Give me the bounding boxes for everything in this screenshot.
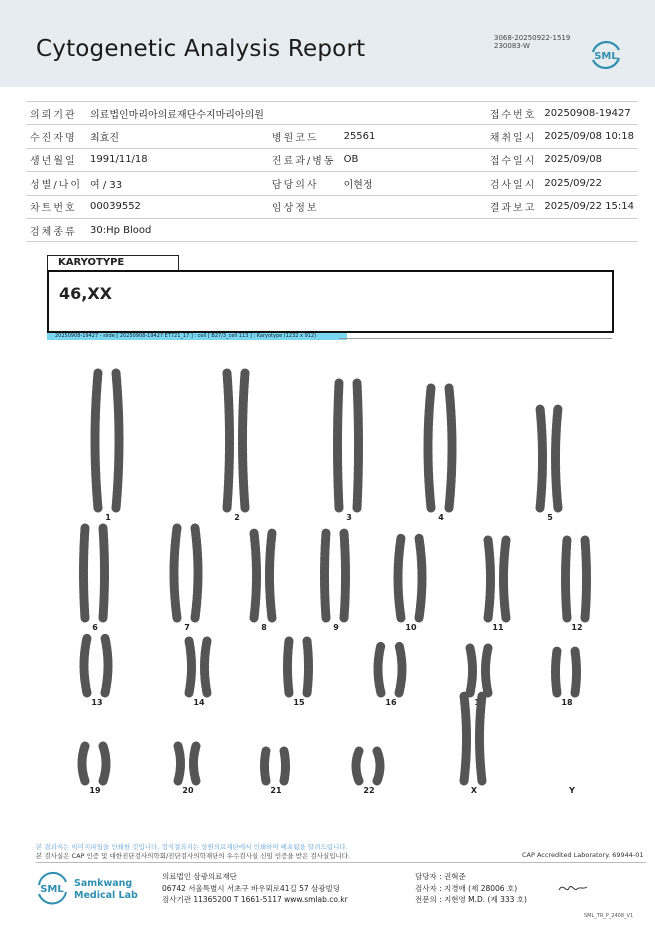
- info-row: [26, 102, 638, 125]
- chromosome-pair: [398, 538, 422, 618]
- chromosome-pair: [338, 383, 359, 508]
- print-notice: 본 결과지는 이미지파일을 인쇄한 것입니다. 정식결과지는 상원의료재단에서 인쇄하여 배포됨을 알려드립니다.: [36, 843, 348, 851]
- chromatid: [82, 746, 85, 781]
- receipt-number: 20250908-19427: [540, 102, 638, 125]
- slide-info-bar: 20250908-19427 - slide [ 20250908-19427 ET721_17 ] : cell [ B27/3_cell 113 ] : Karyotype (1232 x 912): [47, 333, 347, 340]
- info-label: 성별/나이: [26, 172, 86, 195]
- chromosome-label: 9: [333, 623, 339, 632]
- collection-datetime: 2025/09/08 10:18: [540, 125, 638, 148]
- receipt-datetime: 2025/09/08: [540, 148, 638, 171]
- chromosome-label: X: [470, 786, 478, 795]
- karyotype-label: KARYOTYPE: [47, 255, 179, 270]
- organization-info: [162, 871, 348, 906]
- chromosome-pair: [566, 540, 587, 618]
- chromatid: [178, 746, 181, 781]
- info-label: 수진자명: [26, 125, 86, 148]
- physician: 이현정: [340, 172, 486, 195]
- chromosome-pair: [464, 696, 482, 781]
- chromatid: [338, 383, 340, 508]
- chromatid: [103, 746, 106, 781]
- signature-icon: [557, 880, 589, 896]
- chromatid: [174, 528, 177, 618]
- info-label: 담당의사: [268, 172, 340, 195]
- chromosome-pair: [325, 533, 346, 618]
- chart-number: 00039552: [86, 195, 268, 218]
- chromatid: [488, 540, 491, 618]
- info-label: 검사일시: [486, 172, 541, 195]
- chromatid: [357, 383, 359, 508]
- chromosome-label: 6: [92, 623, 98, 632]
- chromatid: [205, 641, 208, 693]
- chromatid: [103, 528, 105, 618]
- info-value: [340, 102, 486, 125]
- info-label: 접수번호: [486, 102, 541, 125]
- chromosome-pair: [540, 408, 558, 508]
- chromatid: [556, 408, 559, 508]
- chromosome-label: 1: [105, 513, 111, 522]
- chromatid: [464, 696, 467, 781]
- info-label: 결과보고: [486, 195, 541, 218]
- chromatid: [116, 373, 119, 508]
- patient-info-table: [26, 101, 638, 242]
- chromosome-pair: [254, 533, 272, 618]
- sml-logo-icon: [589, 38, 623, 72]
- chromosome-label: 20: [182, 786, 194, 795]
- chromosome-pair: [84, 528, 105, 618]
- chromatid: [227, 373, 230, 508]
- chromosome-pair: [95, 373, 119, 508]
- samkwang-logo-sml: SML: [40, 884, 64, 895]
- sex-age: 여 / 33: [86, 172, 268, 195]
- organization-contact: 검사기관 11365200 T 1661-5117 www.smlab.co.kr: [162, 895, 348, 904]
- chromatid: [284, 751, 286, 781]
- staff-specialist: 전문의 : 지현영 M.D. (제 333 호): [415, 895, 527, 904]
- department: OB: [340, 148, 486, 171]
- info-row: [26, 172, 638, 195]
- chromosome-label: 22: [363, 786, 375, 795]
- chromosome-label: 8: [261, 623, 267, 632]
- chromatid: [270, 533, 273, 618]
- requesting-institution: 의료법인마리아의료재단수지마리아의원: [86, 102, 268, 125]
- report-header: [0, 0, 655, 87]
- chromatid: [325, 533, 327, 618]
- chromatid: [307, 641, 309, 693]
- chromosome-label: 4: [438, 513, 444, 522]
- chromosome-label: 3: [346, 513, 352, 522]
- patient-name: 최효진: [86, 125, 268, 148]
- info-row: [26, 148, 638, 171]
- chromatid: [95, 373, 98, 508]
- form-code: SML_TR_P_2408_V1: [584, 913, 634, 919]
- chromosome-label: 12: [571, 623, 583, 632]
- chromatid: [470, 648, 473, 693]
- hospital-code: 25561: [340, 125, 486, 148]
- organization-address: 06742 서울특별시 서초구 바우뫼로41길 57 삼광빌딩: [162, 883, 341, 893]
- samkwang-logo-icon: [36, 870, 146, 906]
- chromatid: [195, 528, 198, 618]
- chromatid: [243, 373, 246, 508]
- birth-date: 1991/11/18: [86, 148, 268, 171]
- chromosome-pair: [174, 528, 198, 618]
- chromatid: [566, 540, 568, 618]
- chromatid: [540, 408, 543, 508]
- info-label: 의뢰기관: [26, 102, 86, 125]
- chromatid: [556, 651, 558, 693]
- chromosome-pair: [428, 388, 452, 508]
- chromatid: [480, 696, 483, 781]
- chromatid: [575, 651, 577, 693]
- info-label: [268, 102, 340, 125]
- chromatid: [585, 540, 587, 618]
- chromatid: [84, 528, 86, 618]
- organization-name: 의료법인 삼광의료재단: [162, 872, 237, 881]
- chromosome-pair: [470, 648, 488, 693]
- document-id-line-2: 230083-W: [494, 42, 530, 50]
- info-label: 검체종류: [26, 218, 86, 241]
- chromosome-label: 14: [193, 698, 205, 707]
- chromatid: [486, 648, 489, 693]
- chromosome-label: 11: [492, 623, 504, 632]
- chromatid: [84, 638, 87, 693]
- chromosome-label: Y: [569, 786, 575, 795]
- chromatid: [265, 751, 267, 781]
- specimen-type: 30:Hp Blood: [86, 218, 268, 241]
- info-label: 임상정보: [268, 195, 340, 218]
- chromatid: [344, 533, 346, 618]
- chromatid: [399, 645, 402, 693]
- chromosome-label: 13: [91, 698, 103, 707]
- chromatid: [428, 388, 431, 508]
- chromatid: [105, 638, 108, 693]
- chromosome-pair: [82, 746, 106, 781]
- samkwang-logo-line-1: Samkwang: [74, 878, 133, 889]
- chromosome-label: 5: [547, 513, 553, 522]
- info-label: 차트번호: [26, 195, 86, 218]
- info-label: 병원코드: [268, 125, 340, 148]
- chromatid: [288, 641, 290, 693]
- chromosome-pair: [288, 641, 309, 693]
- chromatid: [378, 645, 381, 693]
- footer-divider: [36, 862, 646, 863]
- chromosome-label: 10: [405, 623, 417, 632]
- chromatid: [189, 641, 192, 693]
- karyotype-value: 46,XX: [59, 284, 113, 303]
- sml-logo-text: SML: [594, 51, 618, 62]
- footer-notes: [36, 843, 350, 861]
- chromatid: [377, 751, 380, 781]
- chromosome-label: 2: [234, 513, 240, 522]
- chromosome-pair: [178, 746, 196, 781]
- report-title: Cytogenetic Analysis Report: [36, 36, 366, 62]
- samkwang-logo-line-2: Medical Lab: [74, 890, 138, 901]
- chromatid: [398, 538, 401, 618]
- chromosome-label: 19: [89, 786, 101, 795]
- info-label: 접수일시: [486, 148, 541, 171]
- staff-manager: 담당자 : 권혁준: [415, 872, 466, 881]
- report-datetime: 2025/09/22 15:14: [540, 195, 638, 218]
- chromatid: [194, 746, 197, 781]
- document-id: [494, 34, 570, 50]
- chromatid: [356, 751, 359, 781]
- chromosome-pair: [227, 373, 245, 508]
- info-label: 진료과/병동: [268, 148, 340, 171]
- test-datetime: 2025/09/22: [540, 172, 638, 195]
- chromatid: [504, 540, 507, 618]
- cap-accreditation: CAP Accredited Laboratory. 69944-01: [522, 851, 644, 859]
- clinical-info: [340, 195, 486, 218]
- karyotype-result-box: [47, 270, 614, 333]
- info-row: [26, 195, 638, 218]
- info-label: 채취일시: [486, 125, 541, 148]
- info-row: [26, 125, 638, 148]
- chromosome-pair: [488, 540, 506, 618]
- chromosome-pair: [356, 751, 380, 781]
- chromosome-pair: [265, 751, 286, 781]
- chromosome-pair: [189, 641, 207, 693]
- staff-tester: 검사자 : 지경애 (제 28006 호): [415, 883, 518, 893]
- info-label: 생년월일: [26, 148, 86, 171]
- chromatid: [419, 538, 422, 618]
- staff-info: [415, 871, 527, 906]
- divider: [339, 338, 612, 339]
- chromosome-label: 17: [474, 698, 486, 707]
- chromosome-pair: [378, 645, 402, 693]
- chromosome-label: 21: [270, 786, 282, 795]
- info-row: [26, 218, 638, 241]
- document-id-line-1: 3068-20250922-1519: [494, 34, 571, 42]
- chromosome-label: 7: [184, 623, 190, 632]
- chromatid: [254, 533, 257, 618]
- chromosome-label: 16: [385, 698, 397, 707]
- chromosome-pair: [84, 638, 108, 693]
- chromosome-label: 18: [561, 698, 573, 707]
- karyogram-image: [40, 345, 640, 815]
- accreditation-notice: 본 검사실은 CAP 인증 및 대한진단검사의학회/진단검사의학재단의 우수검사실 신임 인증을 받은 검사실입니다.: [36, 852, 351, 860]
- chromosome-label: 15: [293, 698, 305, 707]
- chromatid: [449, 388, 452, 508]
- chromosome-pair: [556, 651, 577, 693]
